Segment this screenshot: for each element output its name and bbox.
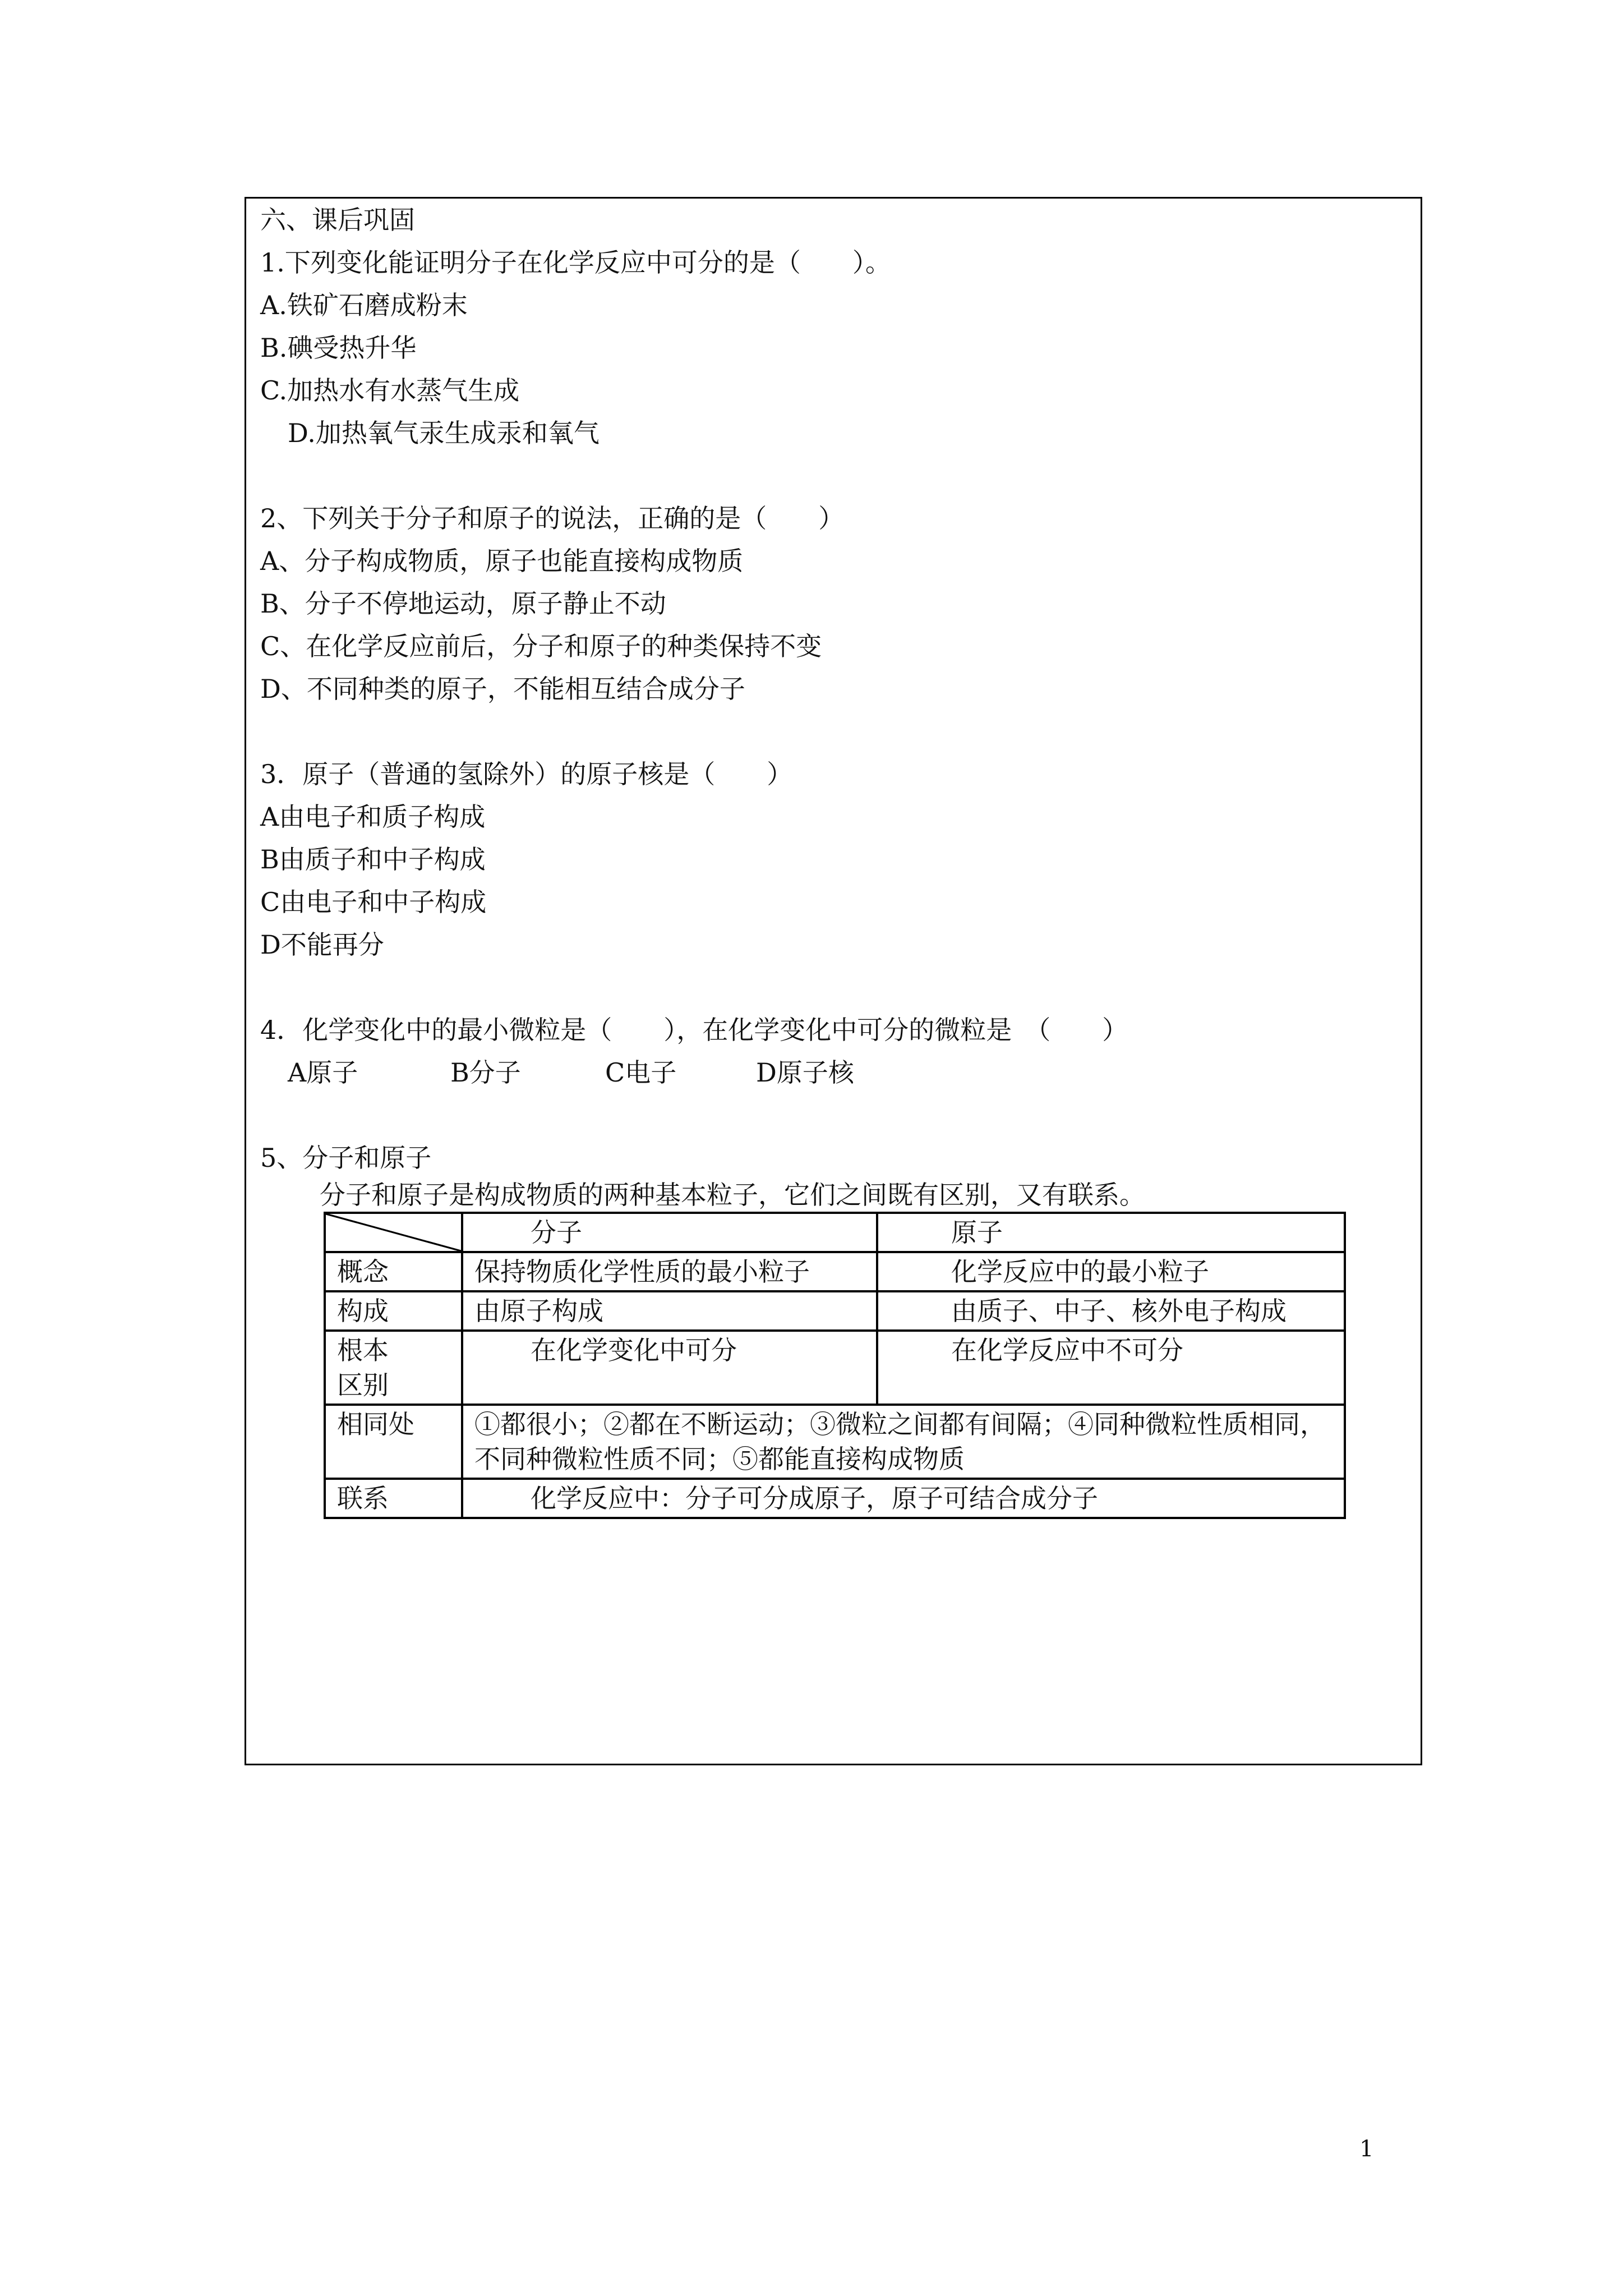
q4-option-b: B分子 <box>450 1057 521 1088</box>
q2-option-a: A、分子构成物质，原子也能直接构成物质 <box>260 546 744 576</box>
table-row <box>325 1331 1345 1405</box>
cell-similarities: ①都很小；②都在不断运动；③微粒之间都有间隔；④同种微粒性质相同，不同种微粒性质不同；⑤都能直接构成物质 <box>462 1405 1345 1479</box>
page-number: 1 <box>1359 2136 1374 2162</box>
q2-option-d: D、不同种类的原子，不能相互结合成分子 <box>260 674 745 704</box>
table-row <box>325 1252 1345 1291</box>
cell-molecule-difference: 在化学变化中可分 <box>462 1331 877 1405</box>
cell-atom-composition: 由质子、中子、核外电子构成 <box>877 1291 1345 1331</box>
section-title: 六、课后巩固 <box>260 205 415 235</box>
row-label-difference-line2: 区别 <box>337 1370 389 1400</box>
cell-relation: 化学反应中：分子可分成原子，原子可结合成分子 <box>462 1479 1345 1518</box>
q1-stem: 1.下列变化能证明分子在化学反应中可分的是（ ）。 <box>260 247 891 278</box>
row-label-composition: 构成 <box>325 1291 462 1331</box>
row-label-concept: 概念 <box>325 1252 462 1291</box>
diagonal-line <box>326 1214 461 1251</box>
table-row <box>325 1405 1345 1479</box>
row-label-similarities: 相同处 <box>325 1405 462 1479</box>
table-row <box>325 1479 1345 1518</box>
header-molecule: 分子 <box>462 1213 877 1252</box>
table-header-row <box>325 1213 1345 1252</box>
q2-stem: 2、下列关于分子和原子的说法，正确的是（ ） <box>260 503 845 533</box>
q1-option-a: A.铁矿石磨成粉末 <box>260 290 468 320</box>
cell-molecule-concept: 保持物质化学性质的最小粒子 <box>462 1252 877 1291</box>
q4-option-a: A原子 <box>288 1057 358 1088</box>
q4-options <box>288 1056 961 1089</box>
cell-molecule-composition: 由原子构成 <box>462 1291 877 1331</box>
q1-option-c: C.加热水有水蒸气生成 <box>260 375 520 406</box>
cell-atom-difference: 在化学反应中不可分 <box>877 1331 1345 1405</box>
header-atom: 原子 <box>877 1213 1345 1252</box>
q3-stem: 3．原子（普通的氢除外）的原子核是（ ） <box>260 759 793 789</box>
q3-option-d: D不能再分 <box>260 930 384 960</box>
table-row <box>325 1291 1345 1331</box>
cell-atom-concept: 化学反应中的最小粒子 <box>877 1252 1345 1291</box>
q4-option-c: C电子 <box>605 1057 677 1088</box>
q4-option-d: D原子核 <box>756 1057 854 1088</box>
q2-option-c: C、在化学反应前后，分子和原子的种类保持不变 <box>260 631 822 661</box>
row-label-relation: 联系 <box>325 1479 462 1518</box>
row-label-difference <box>325 1331 462 1405</box>
q3-option-c: C由电子和中子构成 <box>260 887 487 917</box>
q1-option-d: D.加热氧气汞生成汞和氧气 <box>288 418 600 448</box>
q4-stem: 4．化学变化中的最小微粒是（ ），在化学变化中可分的微粒是 （ ） <box>260 1015 1128 1045</box>
q3-option-b: B由质子和中子构成 <box>260 844 486 875</box>
molecule-atom-comparison-table <box>324 1212 1346 1519</box>
row-label-difference-line1: 根本 <box>337 1335 389 1365</box>
q5-title: 5、分子和原子 <box>260 1143 432 1173</box>
q1-option-b: B.碘受热升华 <box>260 333 417 363</box>
diagonal-header-cell <box>325 1213 462 1252</box>
q5-intro: 分子和原子是构成物质的两种基本粒子，它们之间既有区别，又有联系。 <box>320 1180 1145 1210</box>
q2-option-b: B、分子不停地运动，原子静止不动 <box>260 588 666 619</box>
q3-option-a: A由电子和质子构成 <box>260 802 486 832</box>
